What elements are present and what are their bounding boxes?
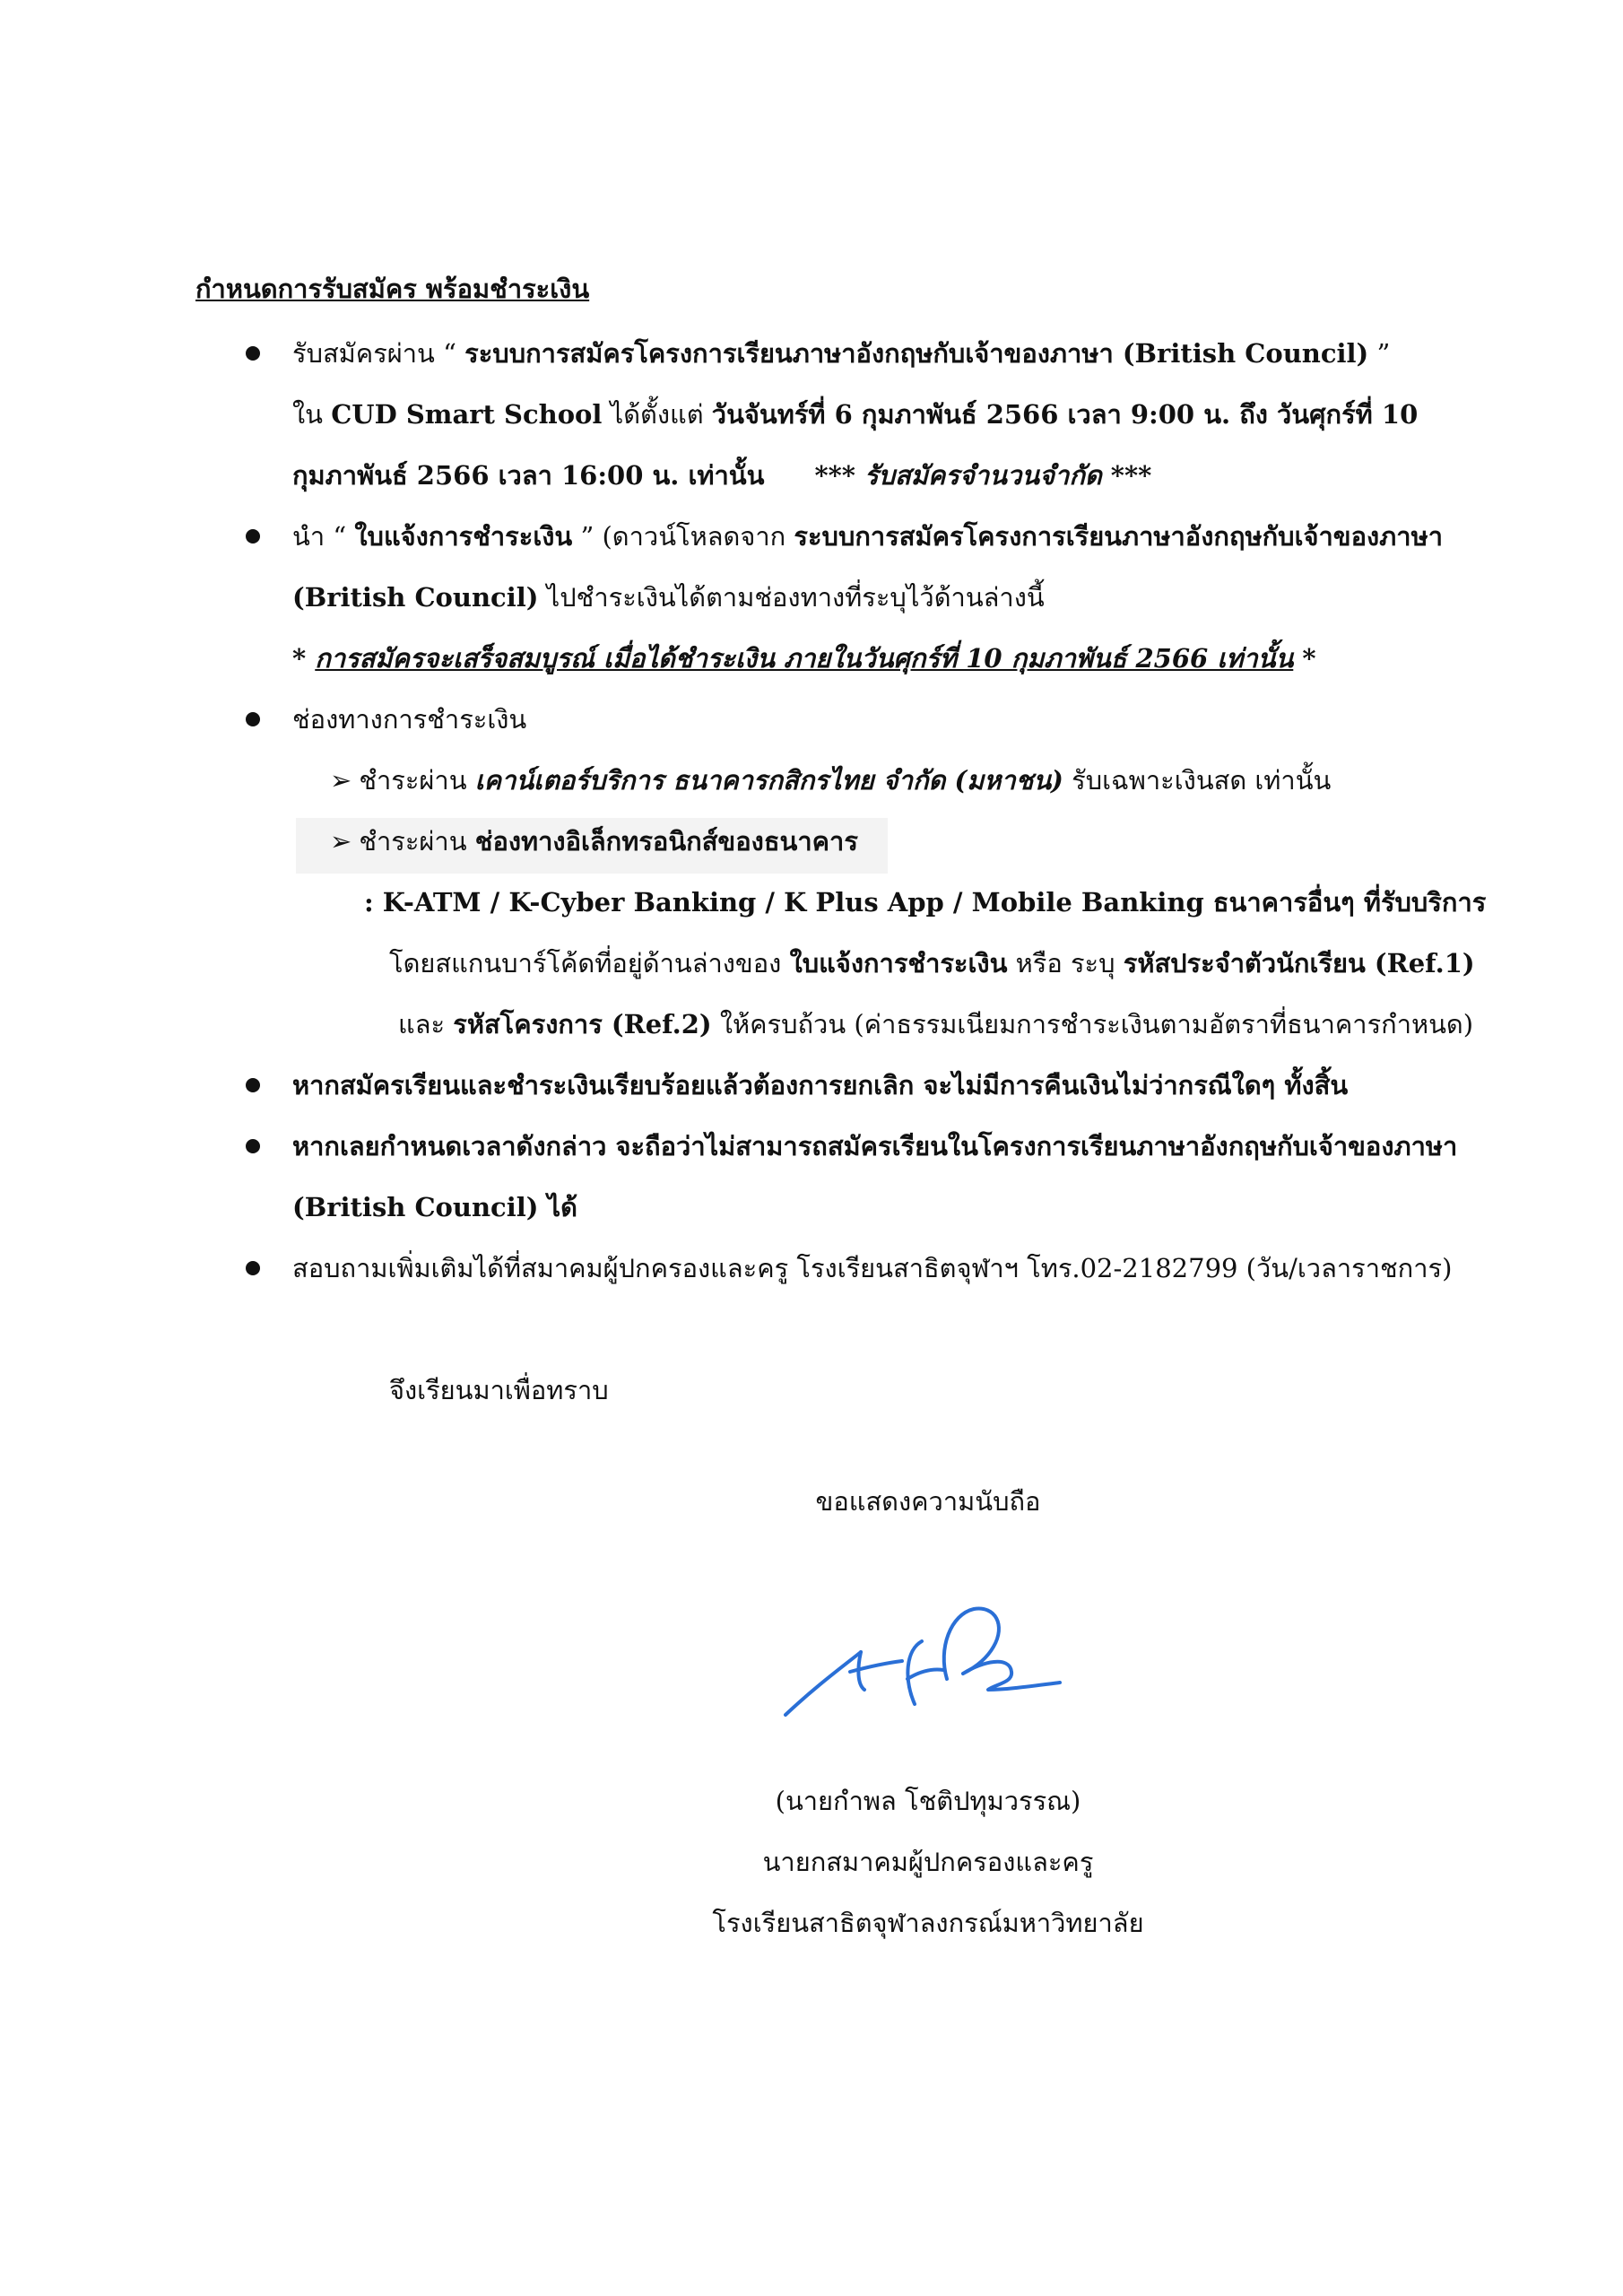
- bullet-item-2: [246, 529, 260, 544]
- item2-british-council: (British Council): [292, 582, 539, 613]
- item3-ref1: รหัสประจำตัวนักเรียน (Ref.1): [1123, 948, 1475, 978]
- regards-text: ขอแสดงความนับถือ: [815, 1486, 1041, 1517]
- item3-scan-mid: หรือ ระบุ: [1007, 948, 1124, 978]
- item3-sub1: [330, 762, 1331, 798]
- item2-completion-notice: การสมัครจะเสร็จสมบูรณ์ เมื่อได้ชำระเงิน ภายในวันศุกร์ที่ 10 กุมภาพันธ์ 2566 เท่านั้น: [315, 643, 1294, 674]
- item3-ref2: รหัสโครงการ (Ref.2): [453, 1009, 712, 1039]
- item3-electronic-channel: ช่องทางอิเล็กทรอนิกส์ของธนาคาร: [474, 826, 858, 857]
- payment-channels-label: ช่องทางการชำระเงิน: [292, 704, 527, 735]
- signer-title2-line: [646, 1905, 1211, 1941]
- item5-deadline-notice-cont: (British Council) ได้: [292, 1192, 577, 1222]
- item2-system-name: ระบบการสมัครโครงการเรียนภาษาอังกฤษกับเจ้าของภาษา: [794, 521, 1443, 552]
- item2-payment-slip: ใบแจ้งการชำระเงิน: [354, 521, 573, 552]
- item1-line2: [292, 396, 1418, 432]
- item4-line: [292, 1067, 1348, 1103]
- item2-line1-pre: นำ “: [292, 521, 355, 552]
- signer-name: (นายกำพล โชติปทุมวรรณ): [775, 1786, 1081, 1816]
- section-heading: [195, 271, 589, 307]
- item2-line1-mid: ” (ดาวน์โหลดจาก: [572, 521, 794, 552]
- item1-line1: [292, 335, 1390, 371]
- item1-line2-pre: ใน: [292, 399, 332, 430]
- signature-stroke: [963, 1662, 1060, 1690]
- closing-text: จึงเรียนมาเพื่อทราบ: [389, 1375, 609, 1405]
- item3-ref-pre: และ: [398, 1009, 454, 1039]
- item1-limited-notice: *** รับสมัครจำนวนจำกัด ***: [814, 460, 1152, 491]
- item2-star-open: *: [292, 643, 316, 674]
- item2-line1: [292, 518, 1443, 554]
- item3-ref-post: ให้ครบถ้วน (ค่าธรรมเนียมการชำระเงินตามอัตราที่ธนาคารกำหนด): [711, 1009, 1474, 1039]
- item1-end-date: กุมภาพันธ์ 2566 เวลา 16:00 น. เท่านั้น: [292, 460, 765, 491]
- item1-line2-mid: ได้ตั้งแต่: [602, 399, 712, 430]
- item3-scan: [389, 945, 1475, 981]
- item3-sub1-post: รับเฉพาะเงินสด เท่านั้น: [1063, 765, 1332, 796]
- closing-line: [389, 1372, 609, 1408]
- item2-star-close: *: [1293, 643, 1316, 674]
- item1-cud-smart-school: CUD Smart School: [331, 399, 603, 430]
- item2-line2: [292, 579, 1045, 615]
- item4-no-refund: หากสมัครเรียนและชำระเงินเรียบร้อยแล้วต้องการยกเลิก จะไม่มีการคืนเงินไม่ว่ากรณีใดๆ ทั้งสิ้น: [292, 1070, 1349, 1100]
- bullet-item-5: [246, 1139, 260, 1153]
- bullet-item-1: [246, 346, 260, 361]
- item3-sub2-pre: ชำระผ่าน: [359, 826, 475, 857]
- item5-line1: [292, 1128, 1457, 1164]
- signature-image: [771, 1578, 1094, 1731]
- signer-title-school: โรงเรียนสาธิตจุฬาลงกรณ์มหาวิทยาลัย: [712, 1908, 1144, 1938]
- signer-name-line: [646, 1783, 1211, 1819]
- item3-counter-service: เคาน์เตอร์บริการ ธนาคารกสิกรไทย จำกัด (มหาชน): [474, 765, 1063, 796]
- signature-stroke: [785, 1652, 861, 1715]
- signer-title1-line: [646, 1844, 1211, 1880]
- section-heading-text: กำหนดการรับสมัคร พร้อมชำระเงิน: [195, 274, 590, 304]
- item3-ref: [398, 1006, 1473, 1042]
- bullet-item-3: [246, 712, 260, 726]
- item3-scan-slip: ใบแจ้งการชำระเงิน: [789, 948, 1008, 978]
- item3-label: [292, 701, 526, 737]
- signature-stroke: [907, 1669, 943, 1679]
- item5-line2: [292, 1189, 577, 1225]
- item3-sub1-pre: ชำระผ่าน: [359, 765, 475, 796]
- arrow-bullet-icon: ➢: [330, 826, 352, 857]
- bullet-item-4: [246, 1078, 260, 1092]
- item3-scan-pre: โดยสแกนบาร์โค้ดที่อยู่ด้านล่างของ: [389, 948, 790, 978]
- item1-line1-pre: รับสมัครผ่าน “: [292, 338, 465, 369]
- item2-line2-post: ไปชำระเงินได้ตามช่องทางที่ระบุไว้ด้านล่างนี้: [538, 582, 1045, 613]
- bullet-item-6: [246, 1261, 260, 1275]
- item5-deadline-notice: หากเลยกำหนดเวลาดังกล่าว จะถือว่าไม่สามารถสมัครเรียนในโครงการเรียนภาษาอังกฤษกับเจ้าของภาษา: [292, 1131, 1458, 1161]
- regards-line: [681, 1483, 1175, 1519]
- item2-line3: [292, 640, 1316, 676]
- arrow-bullet-icon: ➢: [330, 765, 352, 796]
- item6-contact-info: สอบถามเพิ่มเติมได้ที่สมาคมผู้ปกครองและครู โรงเรียนสาธิตจุฬาฯ โทร.02-2182799 (วัน/เวลาราชการ): [292, 1253, 1453, 1283]
- signer-title-association: นายกสมาคมผู้ปกครองและครู: [762, 1847, 1094, 1877]
- item3-channel-list: : K-ATM / K-Cyber Banking / K Plus App / Mobile Banking ธนาคารอื่นๆ ที่รับบริการ: [364, 887, 1487, 918]
- item1-line1-post: ”: [1368, 338, 1391, 369]
- item6-line: [292, 1250, 1452, 1286]
- item1-date-range: วันจันทร์ที่ 6 กุมภาพันธ์ 2566 เวลา 9:00 น. ถึง วันศุกร์ที่ 10: [711, 399, 1419, 430]
- item3-channels: [364, 884, 1486, 920]
- item1-system-name: ระบบการสมัครโครงการเรียนภาษาอังกฤษกับเจ้าของภาษา (British Council): [464, 338, 1369, 369]
- item1-line3: [292, 457, 1151, 493]
- item3-sub2: [330, 823, 858, 859]
